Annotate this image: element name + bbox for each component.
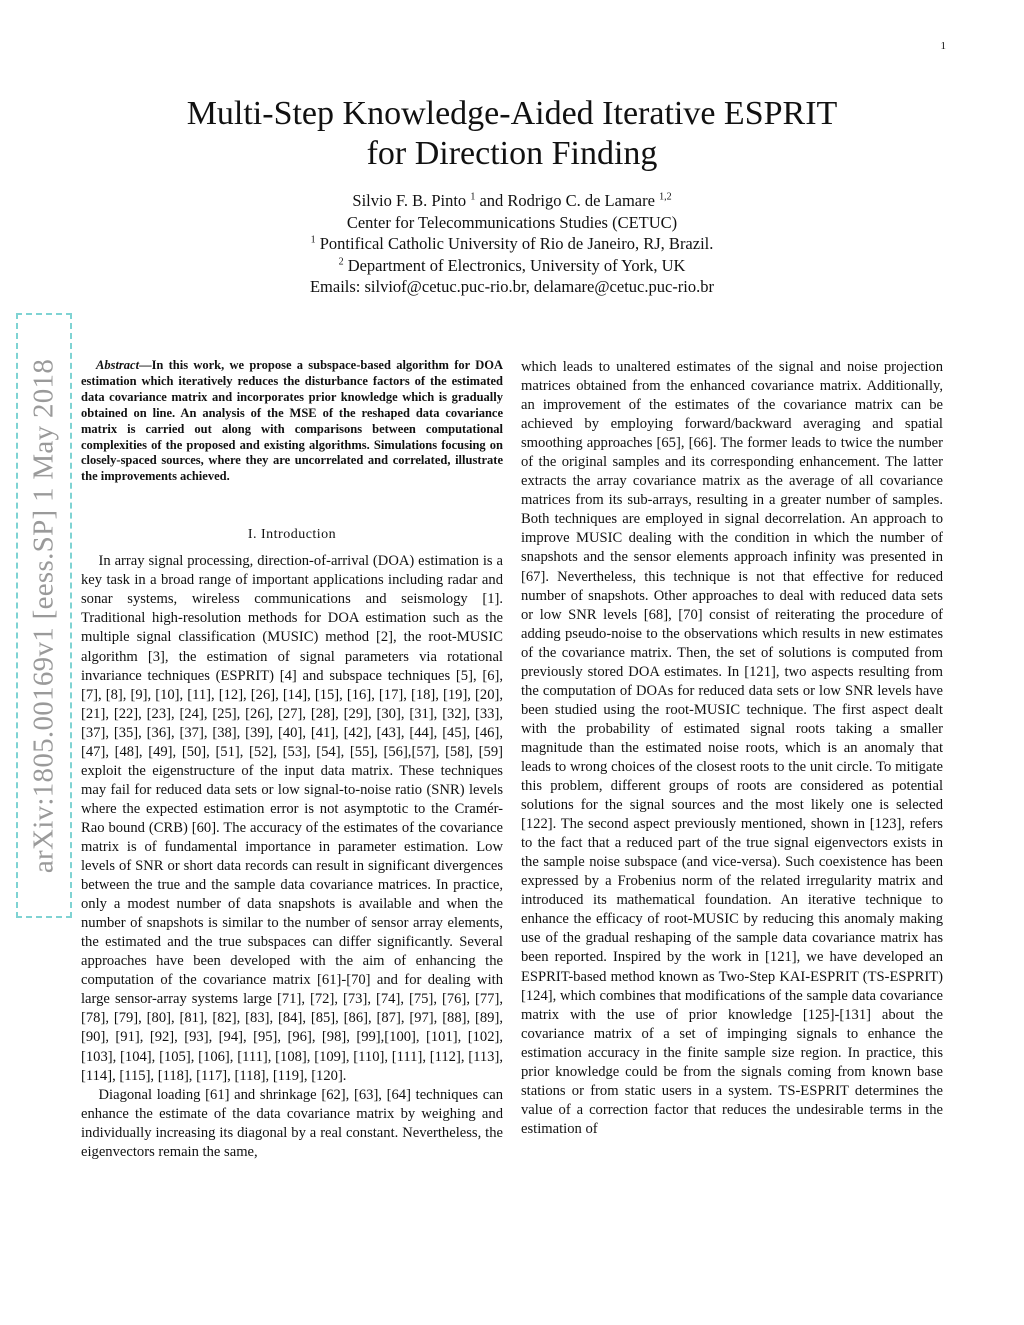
abstract-text: —In this work, we propose a subspace-based algorithm for DOA estimation which iteratively reduces the disturbance factors of the estimated data covariance matrix and incorporates prior knowledge which is gradually obtained on line. An analysis of the MSE of the reshaped data covariance matrix is carried out along with comparisons between computational complexities of the proposed and existing algorithms. Simulations focusing on closely-spaced sources, where they are uncorrelated and correlated, illustrate the improvements achieved. xyxy=(81,358,503,484)
intro-paragraph-2: Diagonal loading [61] and shrinkage [62], [63], [64] techniques can enhance the estimate of the data covariance matrix by weighing and individually increasing its diagonal by a real constant. Nevertheless, the eigenvectors remain the same, xyxy=(81,1086,503,1160)
right-column xyxy=(521,358,943,1139)
arxiv-stamp-text: arXiv:1805.00169v1 [eess.SP] 1 May 2018 xyxy=(27,358,60,873)
section-heading: I. Introduction xyxy=(247,527,337,543)
title-line-1: Multi-Step Knowledge-Aided Iterative ESPRIT xyxy=(186,95,838,132)
author-emails: Emails: silviof@cetuc.puc-rio.br, delamare@cetuc.puc-rio.br xyxy=(309,277,715,296)
title-line-2: for Direction Finding xyxy=(366,135,658,172)
author-center: Center for Telecommunications Studies (CETUC) xyxy=(346,212,678,232)
author-block xyxy=(0,190,1024,298)
abstract xyxy=(81,358,503,485)
abstract-label: Abstract xyxy=(96,358,140,372)
paper-title xyxy=(0,94,1024,174)
right-column-text: which leads to unaltered estimates of the signal and noise projection matrices obtained from the enhanced covariance matrix. Additionally, an improvement of the estimates of the covariance matrix can be achieved by employing forward/backward averaging and spatial smoothing approaches [65], [66]. The former leads to twice the number of the original samples and its corresponding enhancement. The latter extracts the array covariance matrix as the average of all covariance matrices from its sub-arrays, resulting in a greater number of samples. Both techniques are employed in signal decorrelation. An approach to improve MUSIC dealing with the condition in which the number of snapshots and the sensor elements approach infinity was presented in [67]. Nevertheless, this technique is not that effective for reduced number of snapshots. Other approaches to deal with reduced data sets or low SNR levels [68], [70] consist of reiterating the procedure of adding pseudo-noise to the observations which results in new estimates of the covariance matrix. Then, the set of solutions is computed from previously stored DOA estimates. In [121], two aspects resulting from the computation of DOAs for reduced data sets or low SNR levels have been studied using the root-MUSIC technique. The first aspect dealt with the probability of estimated signal roots taking a smaller magnitude than the estimated noise roots, which is an anomaly that leads to wrong choices of the closest roots to the unit circle. To mitigate this problem, different groups of roots are considered as potential solutions for the signal sources and the most likely one is selected [122]. The second aspect previously mentioned, shown in [123], refers to the fact that a reduced part of the true signal eigenvectors exists in the sample noise subspace (and vice-versa). Such coexistence has been expressed by a Frobenius norm of the related irregularity matrix and introduced its mathematical foundation. An iterative technique to enhance the efficacy of root-MUSIC by reducing this anomaly making use of the gradual reshaping of the sample data covariance matrix has been reported. Inspired by the work in [121], we have developed an ESPRIT-based method known as Two-Step KAI-ESPRIT (TS-ESPRIT) [124], which combines that modifications of the sample data covariance matrix with the use of prior knowledge [125]-[131] about the covariance matrix of a set of impinging signals to enhance the estimation accuracy in the finite sample size region. In practice, this prior knowledge could be from the signals coming from known base stations or from static users in a system. TS-ESPRIT determines the value of a correction factor that reduces the undesirable terms in the estimation of xyxy=(521,359,943,1137)
page-number: 1 xyxy=(940,40,946,52)
arxiv-stamp xyxy=(16,313,72,918)
affiliation-1: $^1$ Pontifical Catholic University of Rio de Janeiro, RJ, Brazil. xyxy=(310,234,714,253)
left-column xyxy=(81,358,503,1162)
author-names: Silvio F. B. Pinto $^1$ and Rodrigo C. de Lamare $^{1,2}$ xyxy=(352,191,672,210)
affiliation-2: $^2$ Department of Electronics, University of York, UK xyxy=(338,255,686,275)
intro-paragraph-1: In array signal processing, direction-of-arrival (DOA) estimation is a key task in a broad range of important applications including radar and sonar systems, wireless communications and seismology [1]. Traditional high-resolution methods for DOA estimation such as the multiple signal classification (MUSIC) method [2], the root-MUSIC algorithm [3], the estimation of signal parameters via rotational invariance techniques (ESPRIT) [4] and subspace techniques [5], [6], [7], [8], [9], [10], [11], [12], [26], [14], [15], [16], [17], [18], [19], [20], [21], [22], [23], [24], [25], [26], [27], [28], [29], [30], [31], [32], [33], [37], [35], [36], [37], [38], [39], [40], [41], [42], [43], [44], [45], [46], [47], [48], [49], [50], [51], [52], [53], [54], [55], [56],[57], [58], [59] exploit the eigenstructure of the input data matrix. These techniques may fail for reduced data sets or low signal-to-noise ratio (SNR) levels where the expected estimation error is not asymptotic to the Cramér-Rao bound (CRB) [60]. The accuracy of the estimates of the covariance matrix is of fundamental importance in parameter estimation. Low levels of SNR or short data records can result in significant divergences between the true and the sample data covariance matrices. In practice, only a modest number of data snapshots is available and when the number of snapshots is similar to the number of sensor array elements, the estimated and the true subspaces can differ significantly. Several approaches have been developed with the aim of enhancing the computation of the covariance matrix [61]-[70] and for dealing with large sensor-array systems large [71], [72], [73], [74], [75], [76], [77], [78], [79], [80], [81], [82], [83], [84], [85], [86], [87], [97], [88], [89], [90], [91], [92], [93], [94], [95], [96], [98], [99],[100], [101], [102], [103], [104], [105], [106], [111], [108], [109], [110], [111], [112], [113], [114], [115], [118], [117], [118], [119], [120]. xyxy=(81,553,503,1084)
